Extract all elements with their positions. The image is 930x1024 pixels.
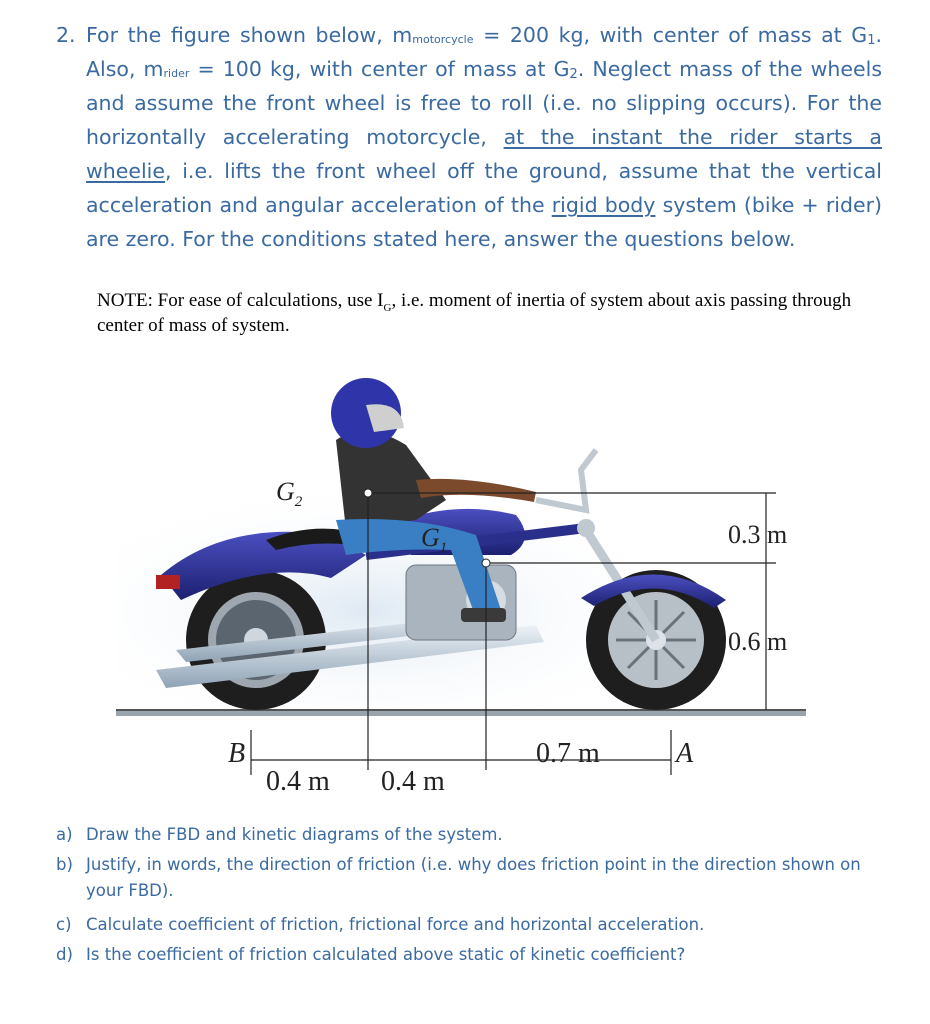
problem-text: = 200 kg, with center of mass at G <box>473 23 868 47</box>
g2-point <box>364 489 372 497</box>
subscript-g2: 2 <box>569 67 578 82</box>
question-label: a) <box>56 825 73 844</box>
problem-statement <box>56 18 882 256</box>
note-text: , i.e. moment of inertia of system about axis passing through center of mass of system. <box>97 290 852 336</box>
question-b <box>56 850 886 910</box>
question-c <box>56 910 886 940</box>
question-text: Is the coefficient of friction calculated above static of kinetic coefficient? <box>86 945 686 964</box>
headlight <box>577 519 595 537</box>
problem-body <box>86 18 882 256</box>
underlined-rigid-body: rigid body <box>551 193 656 217</box>
label-dim-06: 0.6 m <box>728 627 788 656</box>
problem-text: For the figure shown below, m <box>86 23 413 47</box>
question-label: c) <box>56 915 72 934</box>
subscript-rider: rider <box>163 67 190 80</box>
question-text: Calculate coefficient of friction, frictional force and horizontal acceleration. <box>86 915 705 934</box>
note-subscript: G <box>383 301 392 314</box>
problem-text: . Neglect mass of the wheels and assume the front wheel is free to roll (i.e. no slipping occurs). For the horizontally accelerating motorcycle, <box>86 57 883 149</box>
problem-text: = 100 kg, with center of mass at G <box>189 57 570 81</box>
problem-text: . Also, m <box>86 23 882 81</box>
label-dim-04b: 0.4 m <box>381 766 445 797</box>
label-dim-03: 0.3 m <box>728 520 788 549</box>
question-label: b) <box>56 855 73 874</box>
tail-light <box>156 575 180 589</box>
problem-text: system (bike + rider) are zero. For the conditions stated here, answer the questions below. <box>86 193 882 251</box>
g1-point <box>482 559 490 567</box>
rider-boot <box>461 608 506 622</box>
subscript-motorcycle: motorcycle <box>412 33 474 46</box>
problem-number: 2. <box>56 23 76 47</box>
question-label: d) <box>56 945 73 964</box>
problem-text: , i.e. lifts the front wheel off the ground, assume that the vertical acceleration and angular acceleration of the <box>86 159 882 217</box>
questions-list <box>56 820 886 970</box>
label-dim-04a: 0.4 m <box>266 766 330 797</box>
label-b: B <box>228 738 246 769</box>
question-a <box>56 820 886 850</box>
note-text: NOTE: For ease of calculations, use I <box>97 290 384 311</box>
underlined-wheelie-phrase: at the instant the rider starts a wheelie <box>86 125 882 183</box>
question-d <box>56 940 886 970</box>
motorcycle-figure <box>116 350 806 800</box>
subscript-g1: 1 <box>867 33 876 48</box>
label-g2: $G_2$ <box>276 477 303 510</box>
question-text: Justify, in words, the direction of friction (i.e. why does friction point in the direction shown on your FBD). <box>86 855 861 900</box>
label-g1: $G_1$ <box>421 523 448 556</box>
note <box>97 288 887 338</box>
label-dim-07: 0.7 m <box>536 738 600 769</box>
label-a: A <box>676 738 694 769</box>
question-text: Draw the FBD and kinetic diagrams of the system. <box>86 825 503 844</box>
